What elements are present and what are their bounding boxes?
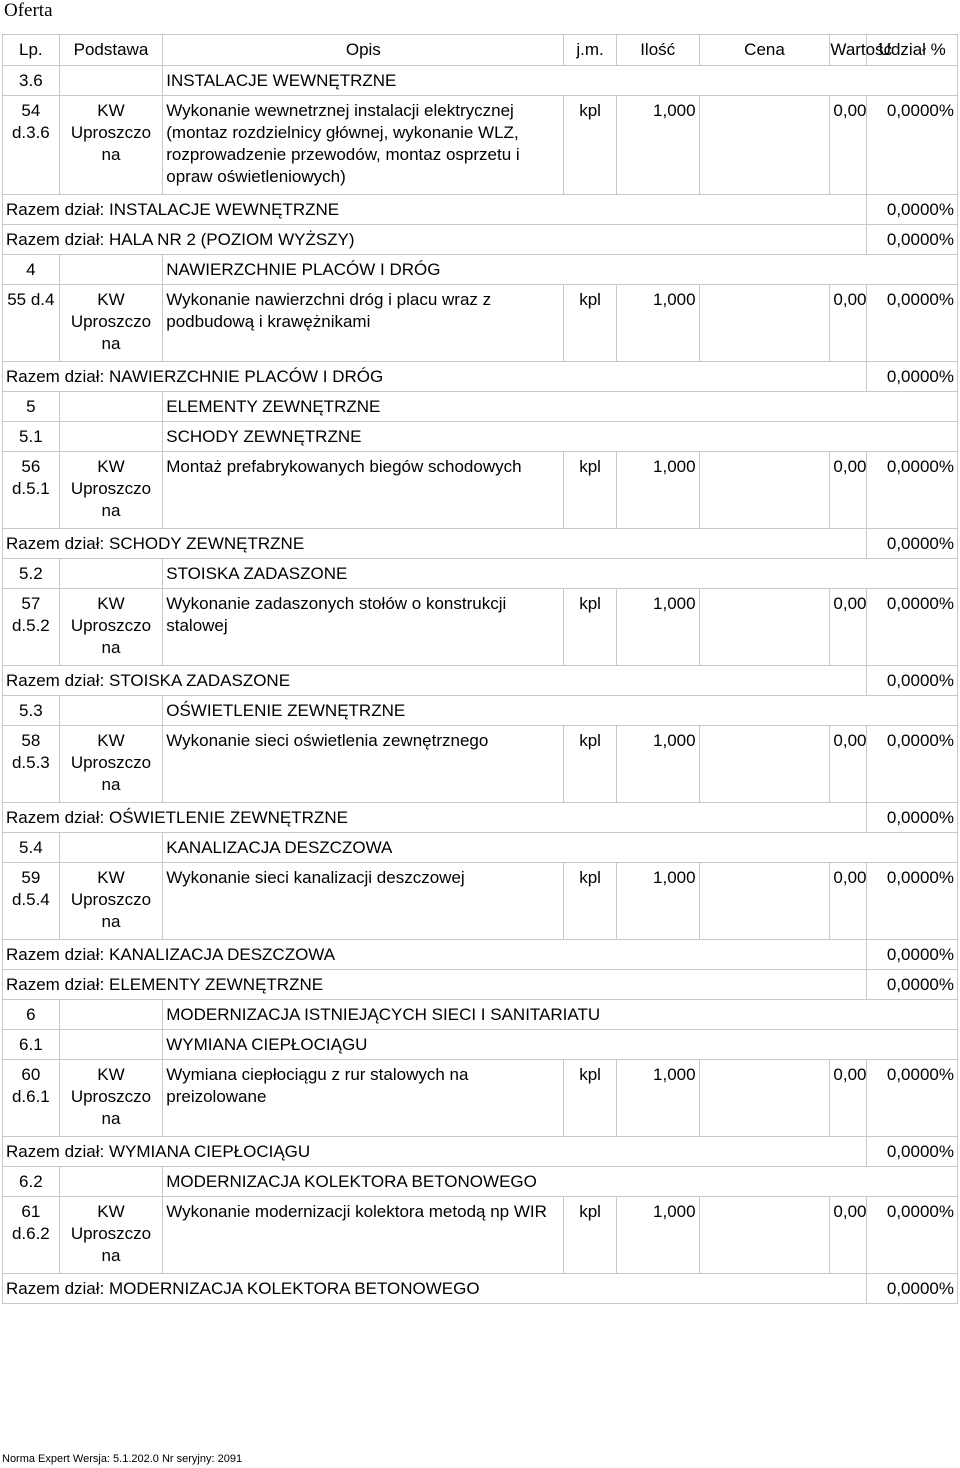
table-row	[3, 452, 958, 529]
item-podstawa: KW Uproszczo na	[59, 1197, 163, 1274]
item-ilosc: 1,000	[616, 96, 699, 195]
section-spacer	[59, 696, 163, 726]
section-spacer	[59, 559, 163, 589]
item-ilosc: 1,000	[616, 1060, 699, 1137]
item-podstawa: KW Uproszczo na	[59, 1060, 163, 1137]
item-podstawa: KW Uproszczo na	[59, 285, 163, 362]
summary-row	[3, 529, 958, 559]
table-row	[3, 96, 958, 195]
section-spacer	[59, 255, 163, 285]
item-opis: Wykonanie modernizacji kolektora metodą np WIR	[163, 1197, 564, 1274]
section-spacer	[59, 1000, 163, 1030]
summary-label: Razem dział: HALA NR 2 (POZIOM WYŻSZY)	[3, 225, 867, 255]
section-row	[3, 833, 958, 863]
section-number: 4	[3, 255, 60, 285]
item-cena	[699, 863, 830, 940]
summary-row	[3, 195, 958, 225]
header-wartosc: Wartość	[830, 35, 867, 66]
item-cena	[699, 726, 830, 803]
header-udzial: Udział %	[867, 35, 958, 66]
summary-label: Razem dział: INSTALACJE WEWNĘTRZNE	[3, 195, 867, 225]
item-ilosc: 1,000	[616, 589, 699, 666]
item-jm: kpl	[564, 452, 616, 529]
item-jm: kpl	[564, 726, 616, 803]
section-number: 3.6	[3, 66, 60, 96]
section-title: SCHODY ZEWNĘTRZNE	[163, 422, 958, 452]
item-ilosc: 1,000	[616, 1197, 699, 1274]
section-spacer	[59, 1030, 163, 1060]
item-jm: kpl	[564, 96, 616, 195]
item-udzial: 0,0000%	[867, 452, 958, 529]
summary-label: Razem dział: OŚWIETLENIE ZEWNĘTRZNE	[3, 803, 867, 833]
item-udzial: 0,0000%	[867, 726, 958, 803]
section-number: 6.1	[3, 1030, 60, 1060]
section-title: KANALIZACJA DESZCZOWA	[163, 833, 958, 863]
item-ilosc: 1,000	[616, 726, 699, 803]
item-udzial: 0,0000%	[867, 863, 958, 940]
section-title: OŚWIETLENIE ZEWNĘTRZNE	[163, 696, 958, 726]
summary-row	[3, 225, 958, 255]
offer-table	[2, 34, 958, 1304]
document-title: Oferta	[4, 0, 53, 21]
item-podstawa: KW Uproszczo na	[59, 589, 163, 666]
table-row	[3, 863, 958, 940]
section-spacer	[59, 66, 163, 96]
item-cena	[699, 285, 830, 362]
section-number: 5.1	[3, 422, 60, 452]
item-cena	[699, 1060, 830, 1137]
item-udzial: 0,0000%	[867, 285, 958, 362]
item-lp: 55 d.4	[3, 285, 60, 362]
item-opis: Wykonanie wewnetrznej instalacji elektrycznej (montaz rozdzielnicy głównej, wykonanie WLZ, rozprowadzenie przewodów, montaz osprzetu i opraw oświetleniowych)	[163, 96, 564, 195]
item-podstawa: KW Uproszczo na	[59, 863, 163, 940]
item-cena	[699, 589, 830, 666]
summary-value: 0,0000%	[867, 1137, 958, 1167]
item-podstawa: KW Uproszczo na	[59, 726, 163, 803]
summary-label: Razem dział: SCHODY ZEWNĘTRZNE	[3, 529, 867, 559]
item-udzial: 0,0000%	[867, 589, 958, 666]
table-row	[3, 589, 958, 666]
item-lp: 57 d.5.2	[3, 589, 60, 666]
summary-value: 0,0000%	[867, 529, 958, 559]
summary-row	[3, 1137, 958, 1167]
section-spacer	[59, 833, 163, 863]
item-lp: 54 d.3.6	[3, 96, 60, 195]
section-spacer	[59, 422, 163, 452]
item-opis: Wykonanie sieci kanalizacji deszczowej	[163, 863, 564, 940]
summary-row	[3, 970, 958, 1000]
item-lp: 58 d.5.3	[3, 726, 60, 803]
table-header-row	[3, 35, 958, 66]
summary-label: Razem dział: MODERNIZACJA KOLEKTORA BETONOWEGO	[3, 1274, 867, 1304]
item-cena	[699, 96, 830, 195]
section-title: INSTALACJE WEWNĘTRZNE	[163, 66, 958, 96]
summary-value: 0,0000%	[867, 1274, 958, 1304]
section-row	[3, 696, 958, 726]
section-title: ELEMENTY ZEWNĘTRZNE	[163, 392, 958, 422]
section-row	[3, 1167, 958, 1197]
header-podstawa: Podstawa	[59, 35, 163, 66]
section-row	[3, 1030, 958, 1060]
item-cena	[699, 1197, 830, 1274]
item-jm: kpl	[564, 863, 616, 940]
section-row	[3, 422, 958, 452]
item-opis: Montaż prefabrykowanych biegów schodowych	[163, 452, 564, 529]
header-cena: Cena	[699, 35, 830, 66]
item-wartosc: 0,00	[830, 589, 867, 666]
summary-label: Razem dział: ELEMENTY ZEWNĘTRZNE	[3, 970, 867, 1000]
item-wartosc: 0,00	[830, 452, 867, 529]
section-title: NAWIERZCHNIE PLACÓW I DRÓG	[163, 255, 958, 285]
item-ilosc: 1,000	[616, 863, 699, 940]
section-number: 5.4	[3, 833, 60, 863]
item-jm: kpl	[564, 589, 616, 666]
item-lp: 60 d.6.1	[3, 1060, 60, 1137]
summary-label: Razem dział: NAWIERZCHNIE PLACÓW I DRÓG	[3, 362, 867, 392]
footer-note: Norma Expert Wersja: 5.1.202.0 Nr seryjny: 2091	[2, 1453, 243, 1465]
section-title: STOISKA ZADASZONE	[163, 559, 958, 589]
summary-label: Razem dział: KANALIZACJA DESZCZOWA	[3, 940, 867, 970]
item-ilosc: 1,000	[616, 285, 699, 362]
item-cena	[699, 452, 830, 529]
summary-value: 0,0000%	[867, 225, 958, 255]
summary-label: Razem dział: WYMIANA CIEPŁOCIĄGU	[3, 1137, 867, 1167]
section-number: 6.2	[3, 1167, 60, 1197]
table-row	[3, 285, 958, 362]
section-spacer	[59, 1167, 163, 1197]
summary-value: 0,0000%	[867, 362, 958, 392]
item-wartosc: 0,00	[830, 863, 867, 940]
section-spacer	[59, 392, 163, 422]
item-opis: Wykonanie nawierzchni dróg i placu wraz z podbudową i krawężnikami	[163, 285, 564, 362]
section-row	[3, 559, 958, 589]
section-number: 5.2	[3, 559, 60, 589]
offer-body	[3, 66, 958, 1304]
summary-value: 0,0000%	[867, 195, 958, 225]
item-lp: 61 d.6.2	[3, 1197, 60, 1274]
header-opis: Opis	[163, 35, 564, 66]
section-title: WYMIANA CIEPŁOCIĄGU	[163, 1030, 958, 1060]
summary-row	[3, 803, 958, 833]
summary-label: Razem dział: STOISKA ZADASZONE	[3, 666, 867, 696]
header-jm: j.m.	[564, 35, 616, 66]
summary-value: 0,0000%	[867, 970, 958, 1000]
item-jm: kpl	[564, 1060, 616, 1137]
item-opis: Wymiana ciepłociągu z rur stalowych na preizolowane	[163, 1060, 564, 1137]
item-podstawa: KW Uproszczo na	[59, 96, 163, 195]
item-wartosc: 0,00	[830, 96, 867, 195]
summary-value: 0,0000%	[867, 940, 958, 970]
summary-value: 0,0000%	[867, 803, 958, 833]
item-opis: Wykonanie sieci oświetlenia zewnętrznego	[163, 726, 564, 803]
table-row	[3, 1197, 958, 1274]
item-udzial: 0,0000%	[867, 1197, 958, 1274]
header-lp: Lp.	[3, 35, 60, 66]
item-podstawa: KW Uproszczo na	[59, 452, 163, 529]
summary-row	[3, 362, 958, 392]
section-row	[3, 255, 958, 285]
summary-row	[3, 1274, 958, 1304]
item-jm: kpl	[564, 285, 616, 362]
item-lp: 56 d.5.1	[3, 452, 60, 529]
item-lp: 59 d.5.4	[3, 863, 60, 940]
summary-row	[3, 940, 958, 970]
summary-value: 0,0000%	[867, 666, 958, 696]
item-udzial: 0,0000%	[867, 96, 958, 195]
section-row	[3, 1000, 958, 1030]
item-wartosc: 0,00	[830, 285, 867, 362]
section-number: 5.3	[3, 696, 60, 726]
header-ilosc: Ilość	[616, 35, 699, 66]
section-row	[3, 392, 958, 422]
item-opis: Wykonanie zadaszonych stołów o konstrukcji stalowej	[163, 589, 564, 666]
table-row	[3, 726, 958, 803]
item-wartosc: 0,00	[830, 1060, 867, 1137]
item-udzial: 0,0000%	[867, 1060, 958, 1137]
section-number: 6	[3, 1000, 60, 1030]
section-title: MODERNIZACJA ISTNIEJĄCYCH SIECI I SANITARIATU	[163, 1000, 958, 1030]
item-jm: kpl	[564, 1197, 616, 1274]
section-number: 5	[3, 392, 60, 422]
section-title: MODERNIZACJA KOLEKTORA BETONOWEGO	[163, 1167, 958, 1197]
item-ilosc: 1,000	[616, 452, 699, 529]
section-row	[3, 66, 958, 96]
item-wartosc: 0,00	[830, 1197, 867, 1274]
item-wartosc: 0,00	[830, 726, 867, 803]
table-row	[3, 1060, 958, 1137]
summary-row	[3, 666, 958, 696]
